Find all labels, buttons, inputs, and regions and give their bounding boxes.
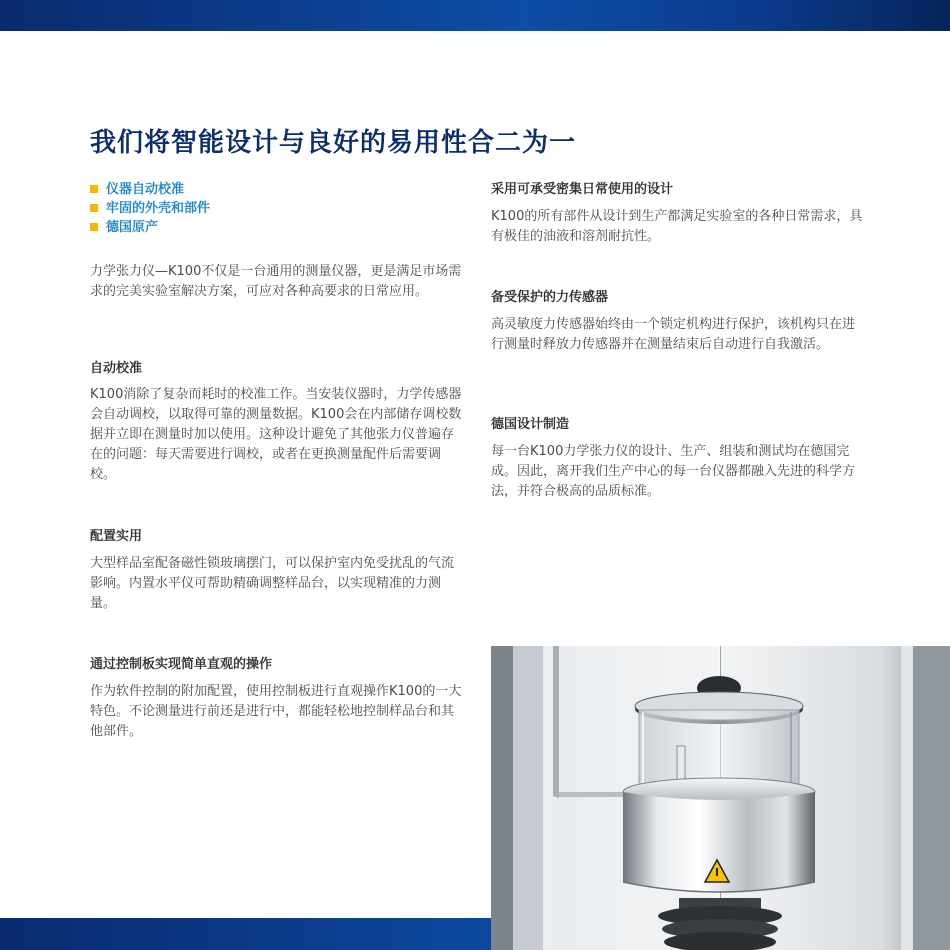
feature-bullet-list bbox=[90, 180, 210, 237]
section-body-protected-sensor: 高灵敏度力传感器始终由一个锁定机构进行保护，该机构只在进行测量时释放力传感器并在测量结束后自动进行自我激活。 bbox=[491, 317, 856, 352]
section-heading-protected-sensor: 备受保护的力传感器 bbox=[491, 290, 609, 305]
section-body-made-in-germany: 每一台K100力学张力仪的设计、生产、组装和测试均在德国完成。因此，离开我们生产中心的每一台仪器都融入先进的科学方法，并符合极高的品质标准。 bbox=[491, 444, 856, 499]
square-bullet-icon bbox=[90, 185, 98, 193]
section-heading-control-panel: 通过控制板实现简单直观的操作 bbox=[90, 657, 273, 672]
bullet-item: 德国原产 bbox=[90, 218, 210, 237]
square-bullet-icon bbox=[90, 204, 98, 212]
section-body-auto-calibration: K100消除了复杂而耗时的校准工作。当安装仪器时，力学传感器会自动调校，以取得可靠的测量数据。K100会在内部储存调校数据并立即在测量时加以使用。这种设计避免了其他张力仪普遍存在的问题：每天需要进行调校，或者在更换测量配件后需要调校。 bbox=[90, 387, 462, 482]
section-body-practical-config: 大型样品室配备磁性锁玻璃摆门，可以保护室内免受扰乱的气流影响。内置水平仪可帮助精确调整样品台，以实现精准的力测量。 bbox=[90, 556, 455, 611]
square-bullet-icon bbox=[90, 223, 98, 231]
section-heading-practical-config: 配置实用 bbox=[90, 529, 143, 544]
section-body-control-panel: 作为软件控制的附加配置，使用控制板进行直观操作K100的一大特色。不论测量进行前还是进行中，都能轻松地控制样品台和其他部件。 bbox=[90, 684, 462, 739]
section-heading-durable-design: 采用可承受密集日常使用的设计 bbox=[491, 182, 674, 197]
page-title: 我们将智能设计与良好的易用性合二为一 bbox=[90, 128, 577, 158]
section-body-durable-design: K100的所有部件从设计到生产都满足实验室的各种日常需求，具有极佳的油液和溶剂耐抗性。 bbox=[491, 209, 863, 244]
intro-paragraph: 力学张力仪—K100不仅是一台通用的测量仪器，更是满足市场需求的完美实验室解决方案，可应对各种高要求的日常应用。 bbox=[90, 264, 462, 299]
section-heading-auto-calibration: 自动校准 bbox=[90, 361, 143, 376]
top-color-band bbox=[0, 0, 950, 31]
bullet-item: 仪器自动校准 bbox=[90, 180, 210, 199]
section-heading-made-in-germany: 德国设计制造 bbox=[491, 417, 570, 432]
bullet-item: 牢固的外壳和部件 bbox=[90, 199, 210, 218]
instrument-photo bbox=[491, 646, 950, 950]
